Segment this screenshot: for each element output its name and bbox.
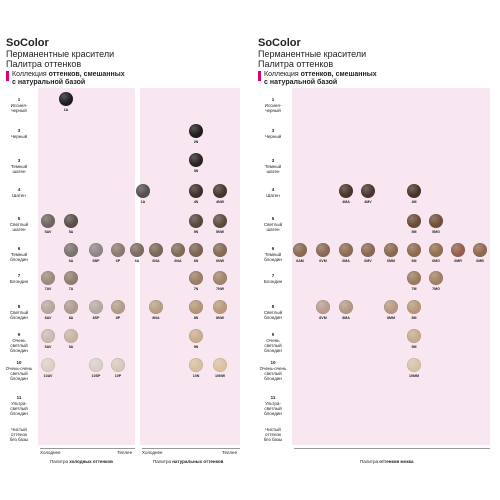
color-swatch[interactable] [429,214,443,228]
accent-bar [6,71,9,81]
row-level-name: Очень-очень светлый блондин [5,366,33,381]
color-swatch[interactable] [429,243,443,257]
color-swatch[interactable] [111,243,125,257]
swatch-code-label: 8SP [92,316,100,320]
swatch-code-label: 6MB [476,259,484,263]
row-level-number: 9 [271,332,275,337]
swatch-code-label: 9N [193,345,199,349]
swatch-code-label: 6NA [152,259,160,263]
row-level-name: Светлый шатен [263,222,283,232]
swatch-code-label: 8NA [152,316,160,320]
axis-line-cold [40,448,135,449]
row-level-number: 7 [17,273,21,278]
row-level-number: 11 [16,395,22,400]
footer-mocha-bold: оттенков мокка [379,459,414,464]
row-level-number: 3 [17,128,21,133]
row-level-name: Светлый блондин [263,310,283,320]
color-swatch[interactable] [64,329,78,343]
swatch-code-label: 9A [68,345,74,349]
mocha-palette-panel [292,88,490,445]
collection-caption-right [264,71,377,87]
swatch-code-label: 10SP [91,374,101,378]
collection-bold-2-right: с натуральной базой [264,79,338,86]
swatch-code-label: 8VM [319,316,327,320]
swatch-code-label: 8AV [44,316,52,320]
brand-title: SoColor [6,37,49,49]
row-level-name: Чистый оттенок без базы [263,427,283,442]
color-swatch[interactable] [293,243,307,257]
swatch-code-label: 5MG [432,230,440,234]
row-level-number: 8 [271,304,275,309]
color-swatch[interactable] [189,184,203,198]
color-swatch[interactable] [130,243,144,257]
swatch-code-label: 5M [411,230,417,234]
color-swatch[interactable] [189,358,203,372]
swatch-code-label: 7A [68,287,74,291]
color-swatch[interactable] [213,300,227,314]
row-level-number: 8 [17,304,21,309]
swatch-code-label: 6NW [216,259,224,263]
row-level-name: Шатен [12,193,26,198]
collection-prefix-right: Коллекция [264,71,301,78]
swatch-code-label: 8A [68,316,74,320]
color-swatch[interactable] [41,300,55,314]
swatch-code-label: 8P [115,316,121,320]
color-swatch[interactable] [149,243,163,257]
row-level-name: Светлый шатен [9,222,29,232]
swatch-code-label: 6VM [319,259,327,263]
color-swatch[interactable] [339,184,353,198]
swatch-code-label: 1A [63,108,69,112]
row-level-number: 4 [17,187,21,192]
swatch-code-label: 2N [193,140,199,144]
row-level-name: Чистый оттенок без базы [9,427,29,442]
swatch-code-label: 8M [411,316,417,320]
color-swatch[interactable] [59,92,73,106]
swatch-code-label: 6AM [296,259,304,263]
color-swatch[interactable] [407,184,421,198]
swatch-code-label: 6MV [364,259,372,263]
row-level-number: 9 [17,332,21,337]
swatch-code-label: 5AV [44,230,52,234]
row-level-name: Ультра-светлый блондин [10,401,28,416]
collection-bold-1: оттенков, смешанных [48,71,125,78]
footer-cold-prefix: Палитра [50,459,70,464]
color-swatch[interactable] [111,300,125,314]
color-swatch[interactable] [339,243,353,257]
swatch-code-label: 3N [193,169,199,173]
row-level-number: 3 [271,158,275,163]
color-swatch[interactable] [189,329,203,343]
color-swatch[interactable] [339,300,353,314]
color-swatch[interactable] [136,184,150,198]
axis-cold-label: Холоднее [40,450,61,455]
color-swatch[interactable] [407,214,421,228]
swatch-code-label: 4NW [216,200,224,204]
footer-cold-bold: холодных оттенков [69,459,113,464]
color-swatch[interactable] [41,214,55,228]
color-swatch[interactable] [361,184,375,198]
swatch-code-label: 10P [114,374,122,378]
swatch-code-label: 8N [193,316,199,320]
swatch-code-label: 5A [68,230,74,234]
row-level-name: Иссиня- черный [10,103,28,113]
swatch-code-label: 6A [134,259,140,263]
swatch-code-label: 4MA [342,200,350,204]
color-swatch[interactable] [407,243,421,257]
swatch-code-label: 10N [192,374,200,378]
subtitle-line-1: Перманентные красители [6,49,115,59]
axis-warm-label: Теплее [117,450,133,455]
color-swatch[interactable] [213,271,227,285]
swatch-code-label: 10AV [43,374,53,378]
row-level-name: Иссиня- черный [264,103,282,113]
collection-bold-1-right: оттенков, смешанных [300,71,377,78]
swatch-code-label: 8MM [387,316,395,320]
color-swatch[interactable] [64,243,78,257]
swatch-code-label: 6MA [342,259,350,263]
footer-mocha-caption [360,459,413,464]
color-swatch[interactable] [89,300,103,314]
row-level-name: Черный [264,134,282,139]
swatch-code-label: 1A [140,200,146,204]
swatch-code-label: 7NW [216,287,224,291]
footer-natural-prefix: Палитра [153,459,173,464]
row-level-number: 10 [16,360,22,365]
swatch-code-label: 4M [411,200,417,204]
color-swatch[interactable] [316,243,330,257]
swatch-code-label: 6P [115,259,121,263]
row-level-name: Темный шатен [264,164,282,174]
collection-prefix: Коллекция [12,71,49,78]
color-swatch[interactable] [451,243,465,257]
swatch-code-label: 6M [411,259,417,263]
collection-caption [12,71,125,87]
row-level-number: 6 [271,246,275,251]
row-level-number: 4 [271,187,275,192]
footer-mocha-prefix: Палитра [360,459,380,464]
row-level-number: 3 [271,128,275,133]
color-swatch[interactable] [213,358,227,372]
color-swatch[interactable] [64,271,78,285]
subtitle-line-1-right: Перманентные красители [258,49,367,59]
swatch-code-label: 10MM [409,374,419,378]
row-level-name: Черный [10,134,28,139]
color-swatch[interactable] [407,271,421,285]
color-swatch[interactable] [189,153,203,167]
row-level-number: 11 [270,395,276,400]
right-page [250,0,500,500]
color-swatch[interactable] [361,243,375,257]
color-swatch[interactable] [384,300,398,314]
row-level-number: 7 [271,273,275,278]
swatch-code-label: 10NW [215,374,225,378]
subtitle-line-2-right: Палитра оттенков [258,59,334,69]
color-swatch[interactable] [89,358,103,372]
row-level-name: Ультра-светлый блондин [264,401,282,416]
swatch-code-label: 7MG [432,287,440,291]
footer-natural-caption [153,459,223,464]
collection-bold-2: с натуральной базой [12,79,86,86]
swatch-code-label: 6NA [174,259,182,263]
color-swatch[interactable] [213,243,227,257]
swatch-code-label: 7M [411,287,417,291]
row-level-number: 5 [271,216,275,221]
color-swatch[interactable] [407,329,421,343]
color-swatch[interactable] [407,358,421,372]
color-swatch[interactable] [111,358,125,372]
row-level-name: Темный блондин [10,252,28,262]
row-level-name: Блондин [9,279,29,284]
color-swatch[interactable] [213,184,227,198]
row-level-number: 6 [17,246,21,251]
row-level-number: 5 [17,216,21,221]
row-level-name: Шатен [266,193,280,198]
axis-line-natural [142,448,240,449]
row-level-name: Светлый блондин [9,310,29,320]
color-swatch[interactable] [64,300,78,314]
color-swatch[interactable] [189,243,203,257]
row-level-name: Темный шатен [10,164,28,174]
color-swatch[interactable] [41,271,55,285]
swatch-code-label: 9AV [44,345,52,349]
axis-warm-label-2: Теплее [222,450,238,455]
row-level-number: 3 [17,158,21,163]
color-swatch[interactable] [149,300,163,314]
color-swatch[interactable] [41,358,55,372]
swatch-code-label: 6MM [387,259,395,263]
color-swatch[interactable] [384,243,398,257]
color-swatch[interactable] [41,329,55,343]
color-swatch[interactable] [189,124,203,138]
color-swatch[interactable] [189,214,203,228]
axis-cold-label-2: Холоднее [142,450,163,455]
swatch-code-label: 9M [411,345,417,349]
subtitle-line-2: Палитра оттенков [6,59,82,69]
color-swatch[interactable] [189,300,203,314]
color-swatch[interactable] [64,214,78,228]
color-swatch[interactable] [213,214,227,228]
swatch-code-label: 8NW [216,316,224,320]
row-level-number: 10 [270,360,276,365]
swatch-code-label: 5NW [216,230,224,234]
row-level-name: Очень-очень светлый блондин [259,366,287,381]
color-swatch[interactable] [429,271,443,285]
swatch-code-label: 7N [193,287,199,291]
swatch-code-label: 4MV [364,200,372,204]
color-swatch[interactable] [473,243,487,257]
brand-title-right: SoColor [258,37,301,49]
swatch-code-label: 6MG [432,259,440,263]
color-swatch[interactable] [407,300,421,314]
color-swatch[interactable] [316,300,330,314]
color-swatch[interactable] [89,243,103,257]
swatch-code-label: 8MA [342,316,350,320]
cold-palette-panel [38,88,135,445]
color-swatch[interactable] [189,271,203,285]
accent-bar-right [258,71,261,81]
axis-line-mocha [294,448,490,449]
swatch-code-label: 6BP [92,259,100,263]
swatch-code-label: 6A [68,259,74,263]
row-level-name: Блондин [263,279,283,284]
swatch-code-label: 6N [193,259,199,263]
swatch-code-label: 6MR [454,259,462,263]
row-level-name: Очень светлый блондин [264,338,282,353]
swatch-code-label: 7AV [44,287,52,291]
footer-cold-caption [50,459,113,464]
row-level-name: Темный блондин [264,252,282,262]
color-swatch[interactable] [171,243,185,257]
swatch-code-label: 4N [193,200,199,204]
row-level-number: 1 [271,97,275,102]
swatch-code-label: 5N [193,230,199,234]
row-level-number: 1 [17,97,21,102]
row-level-name: Очень светлый блондин [10,338,28,353]
footer-natural-bold: натуральных оттенков [172,459,224,464]
